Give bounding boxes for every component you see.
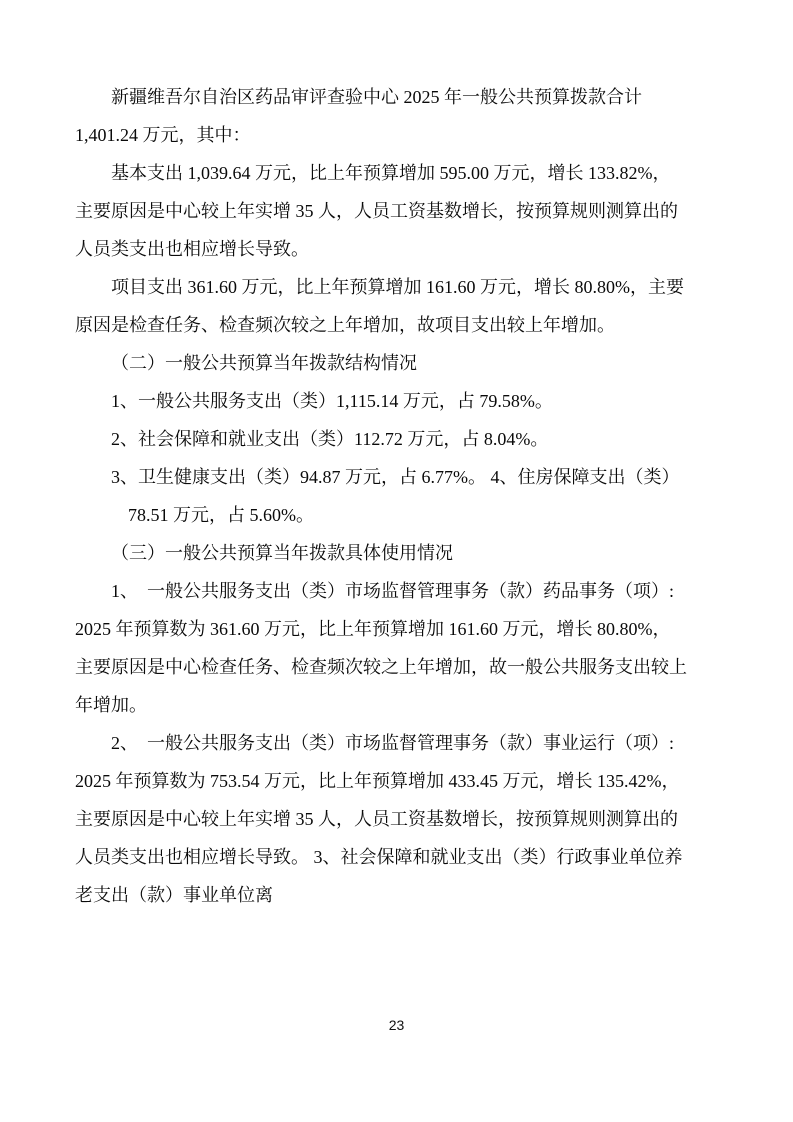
section-heading: （二）一般公共预算当年拨款结构情况 xyxy=(111,353,417,373)
text-line: 主要原因是中心检查任务、检查频次较之上年增加，故一般公共服务支出较上 xyxy=(75,657,687,677)
list-item: 1、一般公共服务支出（类）1,115.14 万元，占 79.58%。 xyxy=(111,391,553,411)
list-item: 3、卫生健康支出（类）94.87 万元，占 6.77%。 4、住房保障支出（类） xyxy=(111,467,680,487)
section-heading: （三）一般公共预算当年拨款具体使用情况 xyxy=(111,543,453,563)
list-item-continuation: 78.51 万元，占 5.60%。 xyxy=(128,505,314,525)
text-line: 1,401.24 万元，其中： xyxy=(75,125,251,145)
text-line: 人员类支出也相应增长导致。 xyxy=(75,239,309,259)
page-number: 23 xyxy=(388,1017,405,1033)
text-line: 主要原因是中心较上年实增 35 人，人员工资基数增长，按预算规则测算出的 xyxy=(75,201,678,221)
text-line: 老支出（款）事业单位离 xyxy=(75,885,273,905)
text-line: 人员类支出也相应增长导致。 3、社会保障和就业支出（类）行政事业单位养 xyxy=(75,847,683,867)
list-item: 1、 一般公共服务支出（类）市场监督管理事务（款）药品事务（项）: xyxy=(111,581,674,601)
text-line: 年增加。 xyxy=(75,695,147,715)
list-item: 2、 一般公共服务支出（类）市场监督管理事务（款）事业运行（项）: xyxy=(111,733,674,753)
text-line: 2025 年预算数为 753.54 万元，比上年预算增加 433.45 万元，增长 135.42%， xyxy=(75,771,680,791)
text-line: 基本支出 1,039.64 万元，比上年预算增加 595.00 万元，增长 133.82%， xyxy=(111,163,671,183)
text-line: 项目支出 361.60 万元，比上年预算增加 161.60 万元，增长 80.80%，主要 xyxy=(111,277,684,297)
text-line: 主要原因是中心较上年实增 35 人，人员工资基数增长，按预算规则测算出的 xyxy=(75,809,678,829)
text-line: 新疆维吾尔自治区药品审评查验中心 2025 年一般公共预算拨款合计 xyxy=(111,87,642,107)
document-body xyxy=(75,78,735,914)
text-line: 2025 年预算数为 361.60 万元，比上年预算增加 161.60 万元，增长 80.80%， xyxy=(75,619,671,639)
list-item: 2、社会保障和就业支出（类）112.72 万元，占 8.04%。 xyxy=(111,429,549,449)
text-line: 原因是检查任务、检查频次较之上年增加，故项目支出较上年增加。 xyxy=(75,315,615,335)
